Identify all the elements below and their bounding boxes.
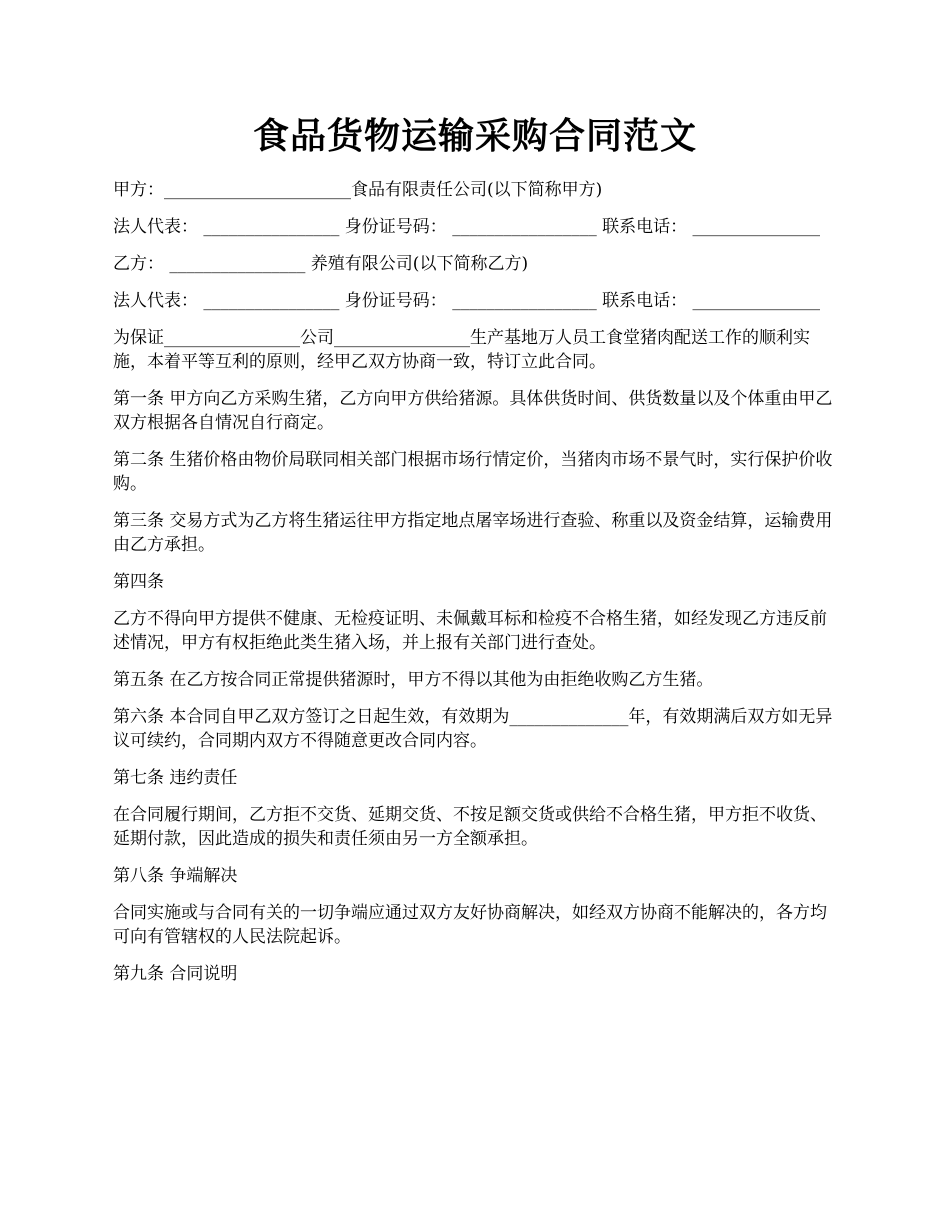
party-b-line: 乙方： ________________ 养殖有限公司(以下简称乙方) — [113, 254, 529, 274]
article-4-paragraph: 乙方不得向甲方提供不健康、无检疫证明、未佩戴耳标和检疫不合格生猪，如经发现乙方违反前述情况，甲方有权拒绝此类生猪入场，并上报有关部门进行查处。 — [113, 609, 827, 653]
article-1-paragraph: 第一条 甲方向乙方采购生猪，乙方向甲方供给猪源。具体供货时间、供货数量以及个体重由甲乙双方根据各自情况自行商定。 — [113, 389, 833, 433]
article-7-paragraph: 在合同履行期间，乙方拒不交货、延期交货、不按足额交货或供给不合格生猪，甲方拒不收货、延期付款，因此造成的损失和责任须由另一方全额承担。 — [113, 805, 827, 849]
article-7-heading: 第七条 违约责任 — [113, 768, 238, 788]
party-a-line: 甲方：______________________食品有限责任公司(以下简称甲方) — [113, 180, 603, 200]
document-title: 食品货物运输采购合同范文 — [252, 115, 697, 157]
party-a-representative-line: 法人代表： ________________ 身份证号码： _________________ 联系电话： _______________ — [113, 217, 821, 237]
party-b-representative-line: 法人代表： ________________ 身份证号码： _________________ 联系电话： _______________ — [113, 291, 821, 311]
article-6-paragraph: 第六条 本合同自甲乙双方签订之日起生效，有效期为______________年，有效期满后双方如无异议可续约，合同期内双方不得随意更改合同内容。 — [113, 707, 833, 751]
article-9-heading: 第九条 合同说明 — [113, 964, 238, 984]
document-body — [113, 178, 840, 999]
article-8-paragraph: 合同实施或与合同有关的一切争端应通过双方友好协商解决，如经双方协商不能解决的，各方均可向有管辖权的人民法院起诉。 — [113, 903, 827, 947]
preamble-paragraph: 为保证________________公司________________生产基地万人员工食堂猪肉配送工作的顺利实施，本着平等互利的原则，经甲乙双方协商一致，特订立此合同。 — [113, 328, 810, 372]
article-8-heading: 第八条 争端解决 — [113, 866, 238, 886]
article-4-heading: 第四条 — [113, 572, 164, 592]
article-5-paragraph: 第五条 在乙方按合同正常提供猪源时，甲方不得以其他为由拒绝收购乙方生猪。 — [113, 670, 714, 690]
article-2-paragraph: 第二条 生猪价格由物价局联同相关部门根据市场行情定价，当猪肉市场不景气时，实行保护价收购。 — [113, 450, 833, 494]
article-3-paragraph: 第三条 交易方式为乙方将生猪运往甲方指定地点屠宰场进行查验、称重以及资金结算，运输费用由乙方承担。 — [113, 511, 833, 555]
